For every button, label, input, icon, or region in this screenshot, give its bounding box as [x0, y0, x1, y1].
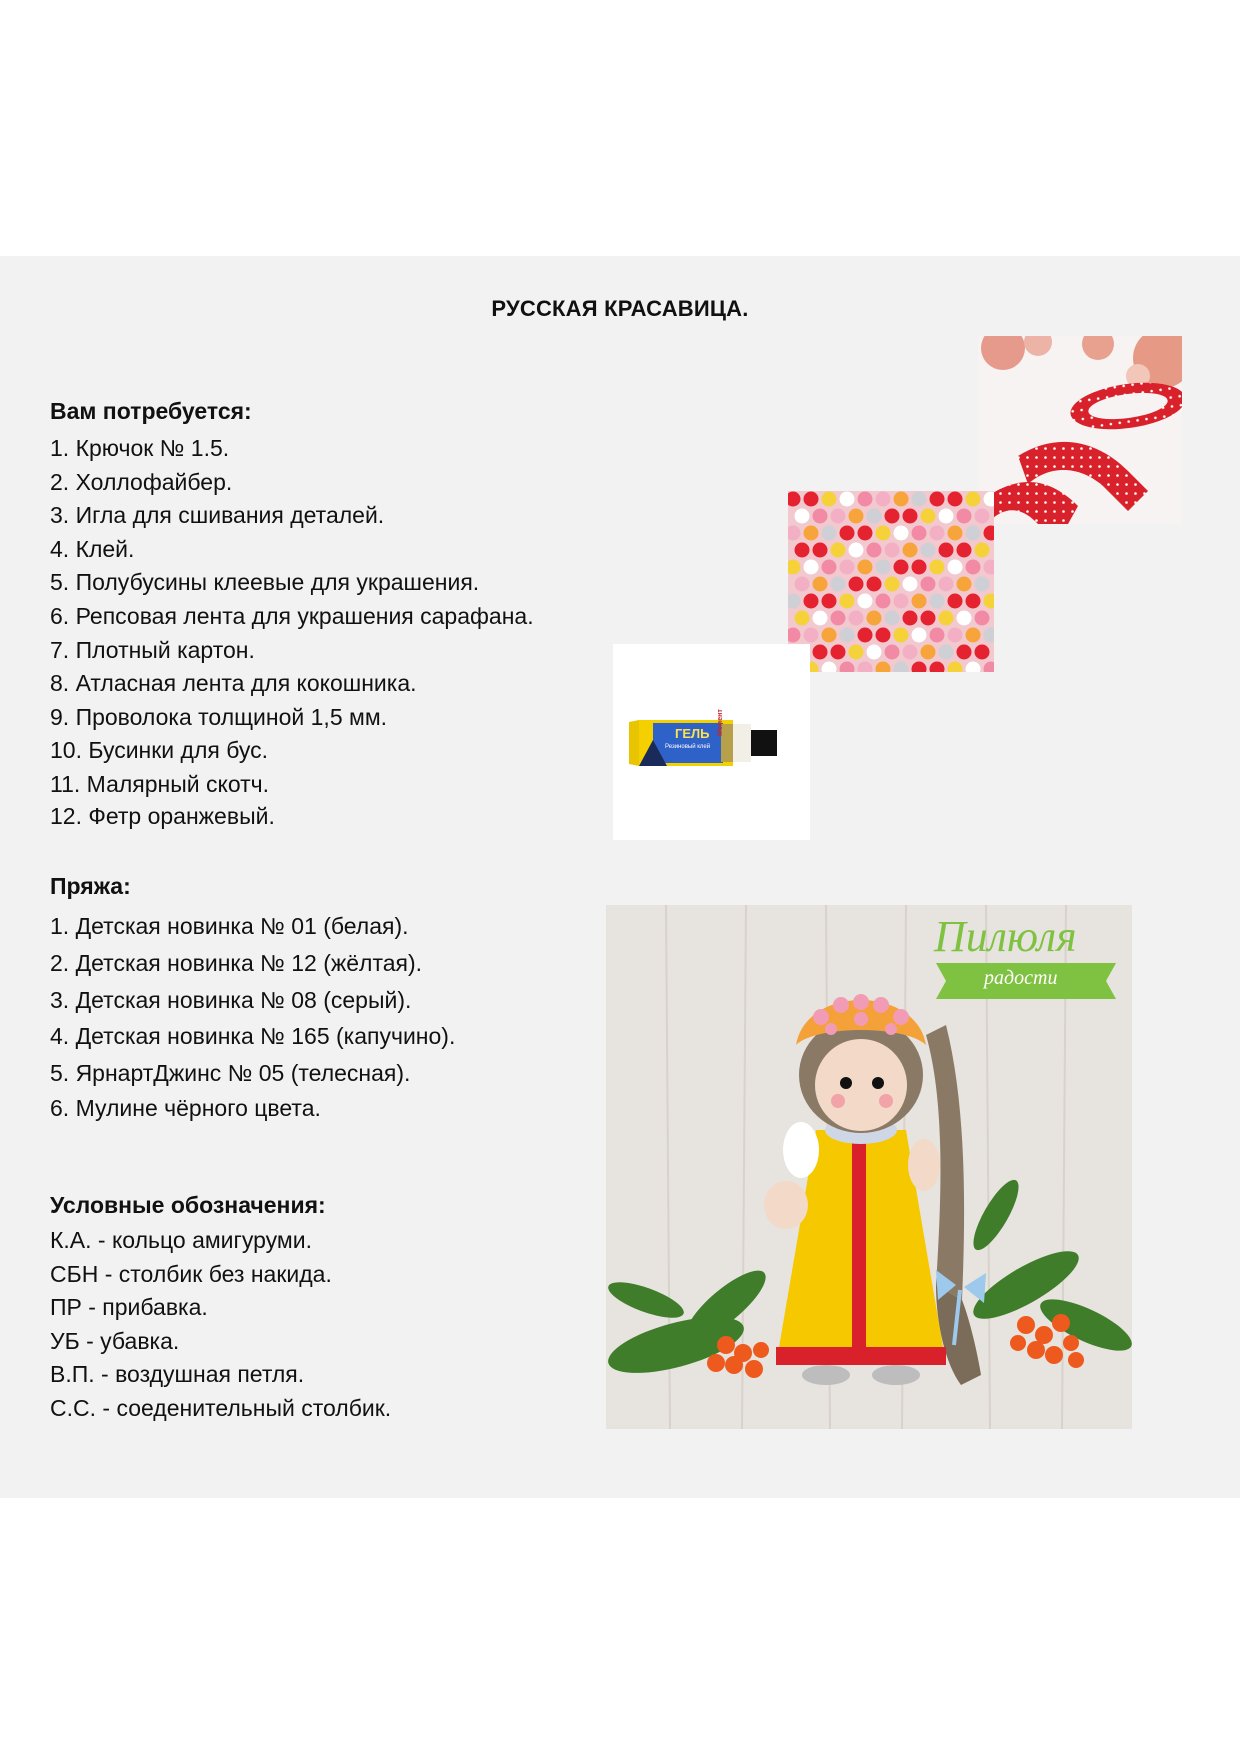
materials-list	[50, 432, 534, 830]
list-item: 3. Игла для сшивания деталей.	[50, 502, 385, 529]
glue-sublabel: Резиновый клей	[665, 744, 711, 750]
ribbon-photo	[978, 336, 1182, 524]
list-item: 5. Полубусины клеевые для украшения.	[50, 569, 480, 596]
yarn-heading: Пряжа:	[50, 873, 131, 899]
beads-photo	[788, 491, 994, 672]
list-item: 8. Атласная лента для кокошника.	[50, 670, 417, 697]
list-item: 11. Малярный скотч.	[50, 770, 270, 797]
list-item: К.А. - кольцо амигуруми.	[50, 1227, 312, 1253]
list-item: 2. Детская новинка № 12 (жёлтая).	[50, 949, 423, 976]
list-item: С.С. - соеденительный столбик.	[50, 1394, 392, 1421]
list-item: 5. ЯрнартДжинс № 05 (телесная).	[50, 1060, 411, 1087]
list-item: 2. Холлофайбер.	[50, 468, 233, 495]
yarn-list	[50, 908, 455, 1124]
doll-photo	[606, 905, 1132, 1429]
glue-tube-icon	[613, 644, 810, 840]
glue-label: ГЕЛЬ	[675, 726, 710, 741]
materials-heading: Вам потребуется:	[50, 398, 252, 424]
list-item: 10. Бусинки для бус.	[50, 737, 269, 764]
glue-brand: Момент	[717, 709, 724, 736]
list-item: 1. Крючок № 1.5.	[50, 435, 230, 461]
list-item: 4. Детская новинка № 165 (капучино).	[50, 1023, 456, 1050]
list-item: 3. Детская новинка № 08 (серый).	[50, 986, 412, 1013]
legend-heading: Условные обозначения:	[50, 1192, 326, 1218]
glue-photo	[613, 644, 810, 840]
list-item: 7. Плотный картон.	[50, 636, 255, 663]
watermark-sub: радости	[984, 967, 1058, 989]
list-item: 4. Клей.	[50, 535, 135, 562]
watermark-main: Пилюля	[934, 912, 1077, 961]
legend-list	[50, 1224, 391, 1426]
list-item: ПР - прибавка.	[50, 1294, 208, 1321]
list-item: В.П. - воздушная петля.	[50, 1361, 305, 1388]
list-item: 6. Мулине чёрного цвета.	[50, 1094, 321, 1121]
list-item: 9. Проволока толщиной 1,5 мм.	[50, 703, 388, 730]
ribbon-icon	[978, 336, 1182, 524]
beads-icon	[788, 491, 994, 672]
list-item: 1. Детская новинка № 01 (белая).	[50, 913, 409, 939]
list-item: СБН - столбик без накида.	[50, 1260, 332, 1287]
page-title: РУССКАЯ КРАСАВИЦА.	[491, 296, 749, 321]
list-item: УБ - убавка.	[50, 1327, 180, 1354]
list-item: 6. Репсовая лента для украшения сарафана.	[50, 602, 534, 629]
list-item: 12. Фетр оранжевый.	[50, 802, 275, 829]
